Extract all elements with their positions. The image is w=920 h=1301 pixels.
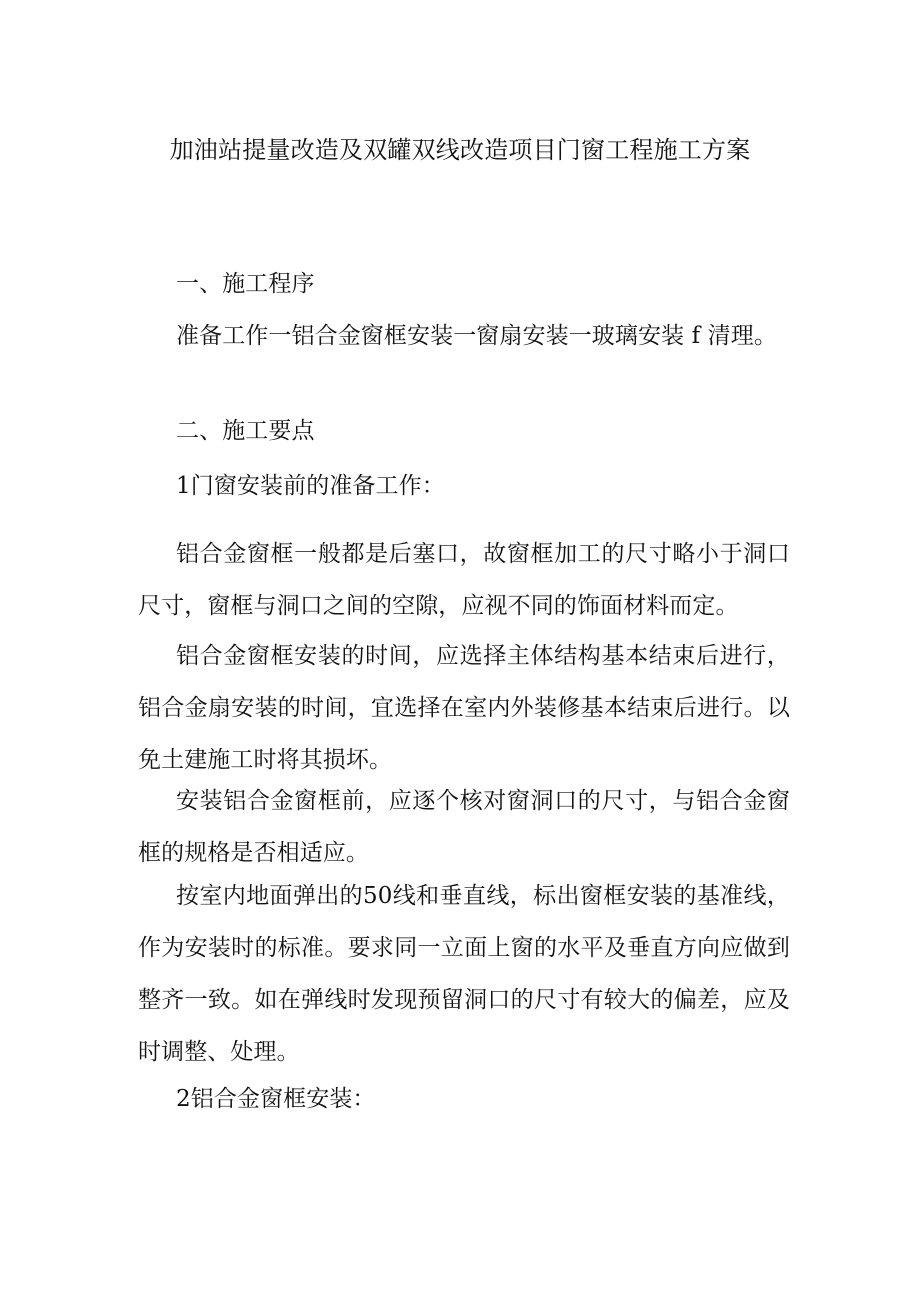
- section-heading-key-points: 二、施工要点: [176, 418, 315, 444]
- paragraph-check-openings: 安装铝合金窗框前，应逐个核对窗洞口的尺寸，与铝合金窗框的规格是否相适应。: [138, 788, 790, 866]
- section-heading-procedure: 一、施工程序: [176, 271, 315, 297]
- paragraph-installation-time: 铝合金窗框安装的时间，应选择主体结构基本结束后进行，铝合金扇安装的时间，宜选择在室内外装修基本结束后进行。以免土建施工时将其损坏。: [138, 643, 790, 773]
- paragraph-reference-lines: 按室内地面弹出的50线和垂直线，标出窗框安装的基准线，作为安装时的标准。要求同一立面上窗的水平及垂直方向应做到整齐一致。如在弹线时发现预留洞口的尺寸有较大的偏差，应及时调整、处理。: [138, 883, 790, 1065]
- procedure-paragraph: 准备工作一铝合金窗框安装一窗扇安装一玻璃安装 f 清理。: [176, 323, 777, 349]
- subsection-heading-preparation: 1门窗安装前的准备工作：: [176, 473, 445, 499]
- paragraph-window-frame-opening: 铝合金窗框一般都是后塞口，故窗框加工的尺寸略小于洞口尺寸，窗框与洞口之间的空隙，应视不同的饰面材料而定。: [138, 541, 790, 619]
- subsection-heading-frame-installation: 2铝合金窗框安装：: [176, 1086, 376, 1112]
- document-title: 加油站提量改造及双罐双线改造项目门窗工程施工方案: [169, 136, 751, 164]
